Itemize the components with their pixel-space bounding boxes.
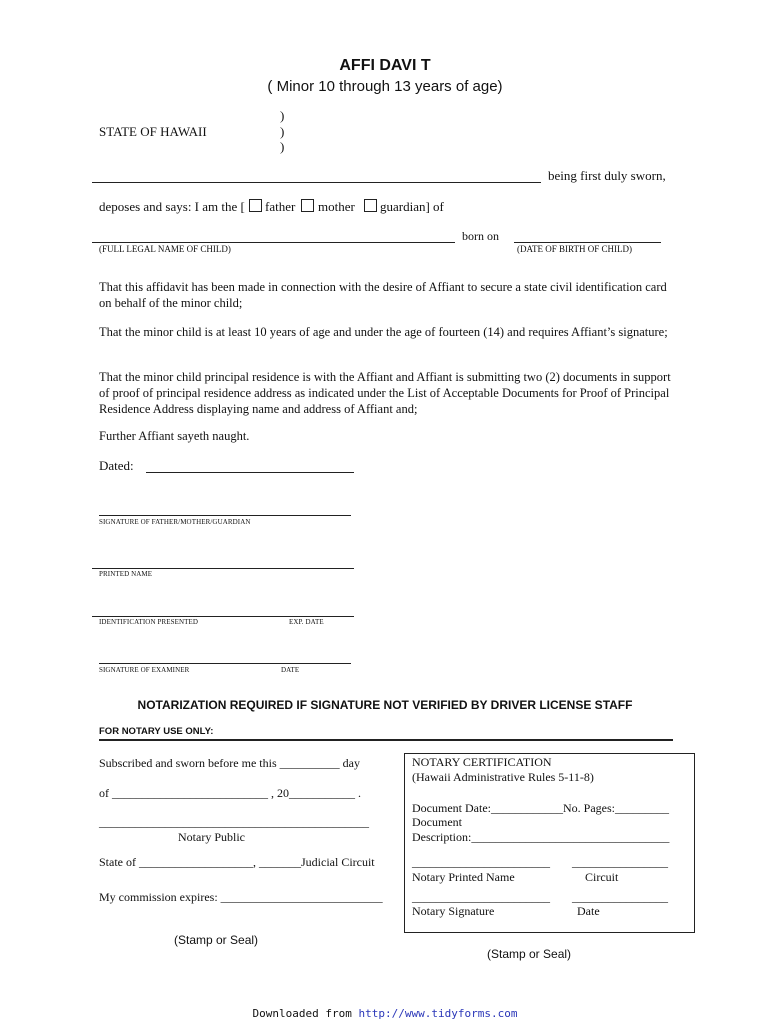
parent-signature-label: SIGNATURE OF FATHER/MOTHER/GUARDIAN [99, 518, 251, 526]
child-dob-field[interactable] [514, 242, 661, 243]
notarization-heading: NOTARIZATION REQUIRED IF SIGNATURE NOT VERIFIED BY DRIVER LICENSE STAFF [137, 698, 633, 712]
child-dob-label: (DATE OF BIRTH OF CHILD) [517, 244, 632, 254]
identification-label: IDENTIFICATION PRESENTED [99, 618, 199, 626]
guardian-checkbox[interactable] [364, 199, 377, 212]
footer-download [0, 1007, 770, 1020]
circuit-blank: ________________ [572, 855, 668, 869]
mother-checkbox[interactable] [301, 199, 314, 212]
notary-public-label: Notary Public [178, 830, 245, 844]
venue-paren-2: ) [280, 124, 285, 139]
commission-line: My commission expires: ___________________________ [99, 890, 383, 904]
venue-paren-1: ) [280, 108, 285, 123]
stamp-seal-left: (Stamp or Seal) [174, 933, 259, 947]
venue-paren-3: ) [280, 139, 285, 154]
stamp-seal-right: (Stamp or Seal) [487, 947, 572, 961]
child-name-field[interactable] [92, 242, 455, 243]
page-subtitle: ( Minor 10 through 13 years of age) [267, 78, 503, 95]
identification-field[interactable] [92, 616, 354, 617]
examiner-signature-field[interactable] [99, 663, 351, 664]
dated-label: Dated: [99, 458, 134, 473]
father-label: father [265, 199, 296, 214]
footer-download-text: Downloaded from [252, 1007, 359, 1020]
paragraph-4: Further Affiant sayeth naught. [99, 429, 250, 443]
affiant-name-field[interactable] [92, 182, 541, 183]
of-year-line: of __________________________ , 20___________ . [99, 786, 361, 800]
notary-signature-label: Notary Signature [412, 904, 495, 918]
document-date-line: Document Date:____________No. Pages:_________ [412, 801, 669, 815]
notary-signature-blank: _______________________ [412, 890, 550, 904]
paragraph-3: That the minor child principal residence is with the Affiant and Affiant is submitting two (2) documents in support of proof of principal residence address as indicated under the List of Acceptable Documents for Proof of Principal Residence Address displaying name and address of Affiant and; [99, 370, 671, 416]
examiner-signature-label: SIGNATURE OF EXAMINER [99, 666, 190, 674]
description-line: Description:_________________________________ [412, 830, 670, 844]
mother-label: mother [318, 199, 355, 214]
date-blank: ________________ [572, 890, 668, 904]
father-checkbox[interactable] [249, 199, 262, 212]
state-label: STATE OF HAWAII [99, 124, 207, 139]
sworn-text: being first duly sworn, [548, 168, 666, 183]
paragraph-1: That this affidavit has been made in connection with the desire of Affiant to secure a state civil identification card on behalf of the minor child; [99, 280, 667, 310]
page-title: AFFI DAVI T [339, 57, 431, 74]
parent-signature-field[interactable] [99, 515, 351, 516]
subscribed-text: Subscribed and sworn before me this __________ day [99, 756, 360, 770]
notary-public-line: _____________________________________________ [99, 815, 369, 829]
notary-use-label: FOR NOTARY USE ONLY: [99, 726, 214, 737]
state-of-line: State of ___________________, _______Judicial Circuit [99, 855, 375, 869]
paragraph-2: That the minor child is at least 10 years of age and under the age of fourteen (14) and requires Affiant’s signature; [99, 325, 668, 339]
exp-date-label: EXP. DATE [289, 618, 324, 626]
child-name-label: (FULL LEGAL NAME OF CHILD) [99, 244, 231, 254]
printed-name-blank: _______________________ [412, 855, 550, 869]
deposes-text: deposes and says: I am the [ [99, 199, 245, 214]
notary-printed-name-label: Notary Printed Name [412, 870, 515, 884]
guardian-label: guardian] of [380, 199, 444, 214]
certification-rules: (Hawaii Administrative Rules 5-11-8) [412, 770, 594, 784]
printed-name-field[interactable] [92, 568, 354, 569]
notary-divider [99, 739, 673, 741]
certification-date-label: Date [577, 904, 600, 918]
footer-link[interactable]: http://www.tidyforms.com [358, 1007, 518, 1020]
printed-name-label: PRINTED NAME [99, 570, 153, 578]
document-label: Document [412, 815, 462, 829]
circuit-label: Circuit [585, 870, 619, 884]
examiner-date-label: DATE [281, 666, 300, 674]
certification-title: NOTARY CERTIFICATION [412, 755, 552, 769]
born-on-text: born on [462, 229, 499, 243]
dated-field[interactable] [146, 472, 354, 473]
